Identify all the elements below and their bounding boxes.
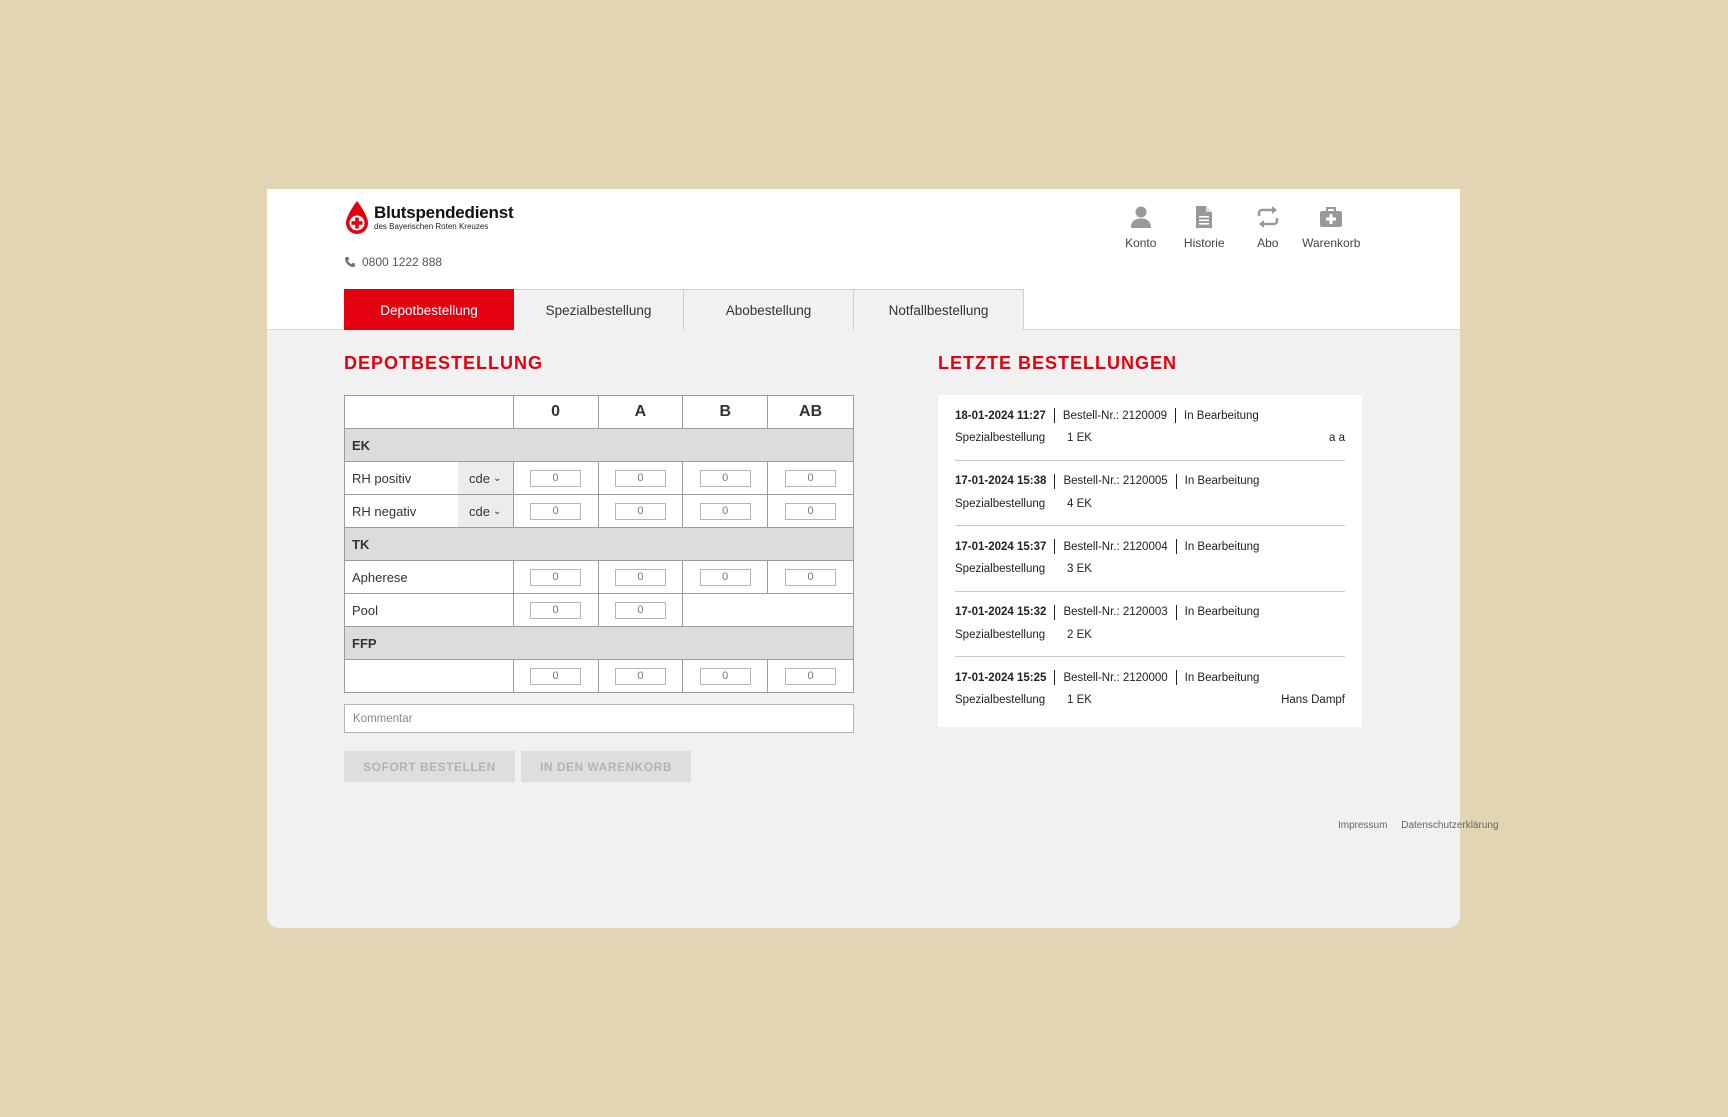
order-status: In Bearbeitung — [1184, 671, 1260, 684]
row-label-rh-positiv: RH positiv — [352, 470, 412, 486]
order-status: In Bearbeitung — [1184, 540, 1260, 553]
qty-input-rhneg-ab[interactable] — [785, 503, 836, 520]
qty-input-ffp-ab[interactable] — [785, 668, 836, 685]
nav-abo-label: Abo — [1257, 236, 1279, 250]
nav-historie[interactable] — [1173, 204, 1237, 250]
recent-orders-title: LETZTE BESTELLUNGEN — [938, 353, 1177, 373]
divider — [1176, 539, 1177, 554]
phone-number[interactable] — [344, 255, 442, 269]
phone-icon — [344, 256, 356, 268]
order-number: Bestell-Nr.: 2120004 — [1063, 540, 1168, 553]
repeat-icon — [1255, 204, 1281, 230]
rh-negativ-select[interactable]: cde ⌄ — [458, 495, 513, 527]
rh-positiv-select[interactable]: cde ⌄ — [458, 462, 513, 494]
order-user: Hans Dampf — [1281, 694, 1345, 707]
order-number: Bestell-Nr.: 2120005 — [1063, 475, 1168, 488]
group-label-tk: TK — [345, 528, 854, 561]
app-window — [267, 189, 1499, 928]
order-quantity: 3 EK — [1067, 563, 1092, 576]
qty-input-rhpos-b[interactable] — [700, 470, 751, 487]
blood-drop-logo-icon — [344, 200, 370, 236]
list-item[interactable] — [955, 461, 1345, 527]
corner-cell — [345, 396, 514, 429]
list-item[interactable] — [955, 526, 1345, 592]
order-now-button[interactable]: SOFORT BESTELLEN — [344, 751, 515, 782]
qty-input-rhpos-a[interactable] — [615, 470, 666, 487]
phone-text: 0800 1222 888 — [362, 255, 443, 269]
order-type: Spezialbestellung — [955, 563, 1046, 576]
order-number: Bestell-Nr.: 2120009 — [1062, 409, 1168, 422]
depot-order-title: DEPOTBESTELLUNG — [344, 353, 544, 373]
order-quantity: 2 EK — [1067, 628, 1092, 641]
brand-name: Blutspendedienst — [374, 203, 514, 222]
order-type: Spezialbestellung — [955, 694, 1046, 707]
table-header-row — [345, 396, 854, 429]
qty-input-rhpos-0[interactable] — [530, 470, 581, 487]
row-label-pool: Pool — [345, 594, 514, 627]
empty-cell — [683, 594, 854, 627]
order-number: Bestell-Nr.: 2120003 — [1063, 606, 1168, 619]
order-date: 18-01-2024 11:27 — [955, 409, 1046, 422]
order-quantity: 1 EK — [1067, 694, 1092, 707]
nav-abo[interactable] — [1236, 204, 1300, 250]
qty-input-pool-a[interactable] — [615, 602, 666, 619]
document-icon — [1191, 204, 1217, 230]
add-to-cart-button[interactable]: IN DEN WARENKORB — [521, 751, 691, 782]
qty-input-ffp-0[interactable] — [530, 668, 581, 685]
tab-spezialbestellung[interactable]: Spezialbestellung — [514, 289, 684, 330]
divider — [1176, 605, 1177, 620]
medkit-icon — [1318, 204, 1344, 230]
order-number: Bestell-Nr.: 2120000 — [1063, 671, 1168, 684]
divider — [1054, 539, 1055, 554]
recent-orders-list — [938, 395, 1362, 727]
qty-input-rhneg-0[interactable] — [530, 503, 581, 520]
comment-input[interactable] — [344, 704, 854, 733]
divider — [1054, 670, 1055, 685]
group-label-ffp: FFP — [345, 627, 854, 660]
order-type: Spezialbestellung — [955, 497, 1046, 510]
order-status: In Bearbeitung — [1184, 606, 1260, 619]
order-status: In Bearbeitung — [1184, 409, 1259, 422]
table-row-pool — [345, 594, 854, 627]
order-type: Spezialbestellung — [955, 628, 1046, 641]
header — [267, 189, 1460, 330]
group-row-ffp — [345, 627, 854, 660]
divider — [1054, 605, 1055, 620]
order-status: In Bearbeitung — [1184, 475, 1260, 488]
divider — [1176, 670, 1177, 685]
group-label-ek: EK — [345, 429, 854, 462]
depot-order-table — [344, 395, 854, 693]
order-date: 17-01-2024 15:38 — [955, 475, 1047, 488]
table-row-ffp — [345, 660, 854, 693]
qty-input-ffp-a[interactable] — [615, 668, 666, 685]
list-item[interactable] — [955, 592, 1345, 658]
order-quantity: 4 EK — [1067, 497, 1092, 510]
chevron-down-icon: ⌄ — [492, 472, 502, 484]
divider — [1176, 474, 1177, 489]
chevron-down-icon: ⌄ — [492, 505, 502, 517]
order-type-tabs — [344, 289, 1024, 330]
impressum-link[interactable]: Impressum — [1338, 820, 1388, 831]
nav-konto-label: Konto — [1125, 236, 1157, 250]
group-row-ek — [345, 429, 854, 462]
column-header-0: 0 — [513, 396, 598, 429]
list-item[interactable] — [955, 657, 1345, 723]
qty-input-rhneg-a[interactable] — [615, 503, 666, 520]
qty-input-apherese-a[interactable] — [615, 569, 666, 586]
table-row-rh-negativ — [345, 495, 854, 528]
user-icon — [1128, 204, 1154, 230]
row-label-rh-negativ: RH negativ — [352, 503, 417, 519]
qty-input-apherese-0[interactable] — [530, 569, 581, 586]
order-user: a a — [1329, 432, 1345, 444]
order-type: Spezialbestellung — [955, 432, 1046, 444]
divider — [1054, 408, 1055, 423]
row-label-ffp — [345, 660, 514, 693]
order-date: 17-01-2024 15:37 — [955, 540, 1047, 553]
column-header-ab: AB — [768, 396, 854, 429]
column-header-b: B — [683, 396, 768, 429]
qty-input-apherese-ab[interactable] — [785, 569, 836, 586]
nav-historie-label: Historie — [1183, 236, 1225, 250]
top-nav — [1109, 204, 1363, 250]
qty-input-pool-0[interactable] — [530, 602, 581, 619]
column-header-a: A — [598, 396, 683, 429]
datenschutz-link[interactable]: Datenschutzerklärung — [1401, 820, 1499, 831]
nav-konto[interactable] — [1109, 204, 1173, 250]
qty-input-rhneg-b[interactable] — [700, 503, 751, 520]
divider — [1175, 408, 1176, 423]
footer-links — [1338, 820, 1510, 831]
group-row-tk — [345, 528, 854, 561]
nav-warenkorb-label: Warenkorb — [1302, 236, 1361, 250]
divider — [1054, 474, 1055, 489]
brand-logo[interactable] — [344, 200, 513, 236]
nav-warenkorb[interactable] — [1300, 204, 1364, 250]
list-item[interactable] — [955, 395, 1345, 461]
row-label-apherese: Apherese — [345, 561, 514, 594]
tab-depotbestellung[interactable]: Depotbestellung — [344, 289, 514, 330]
qty-input-ffp-b[interactable] — [700, 668, 751, 685]
qty-input-apherese-b[interactable] — [700, 569, 751, 586]
order-date: 17-01-2024 15:25 — [955, 671, 1047, 684]
tab-abobestellung[interactable]: Abobestellung — [684, 289, 854, 330]
qty-input-rhpos-ab[interactable] — [785, 470, 836, 487]
order-quantity: 1 EK — [1067, 432, 1092, 444]
brand-subtitle: des Bayerischen Roten Kreuzes — [374, 222, 489, 231]
order-date: 17-01-2024 15:32 — [955, 606, 1047, 619]
table-row-apherese — [345, 561, 854, 594]
table-row-rh-positiv — [345, 462, 854, 495]
tab-notfallbestellung[interactable]: Notfallbestellung — [854, 289, 1024, 330]
